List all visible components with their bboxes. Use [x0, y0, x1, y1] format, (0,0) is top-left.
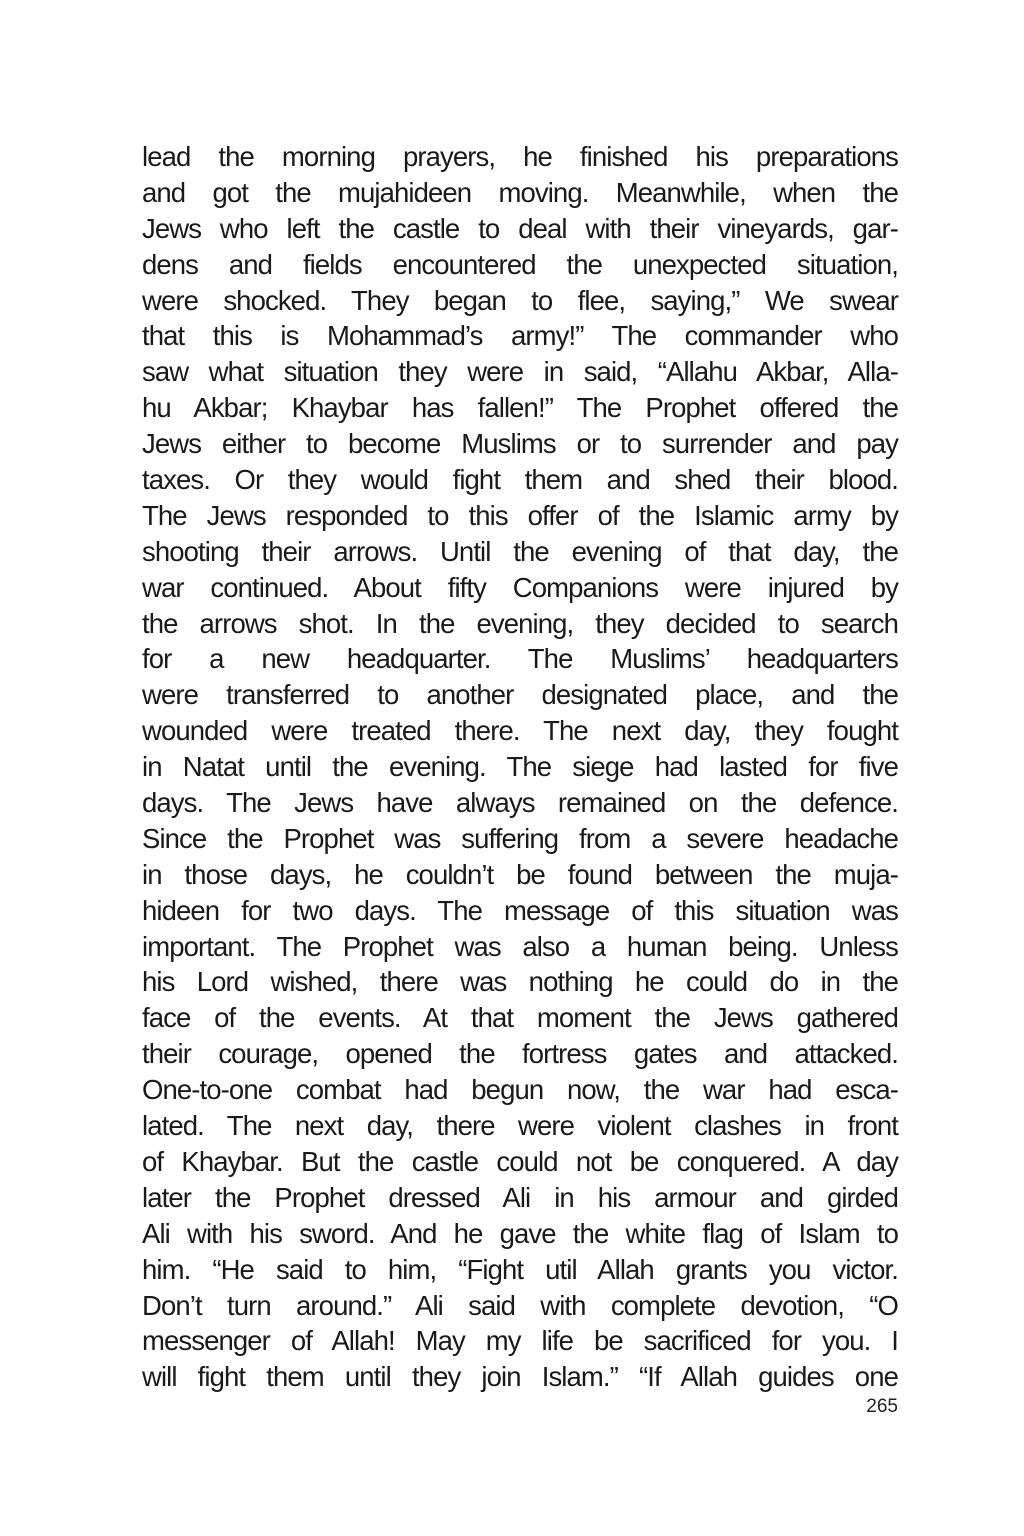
- text-line: will fight them until they join Islam.” “If Allah guides one: [142, 1361, 898, 1393]
- text-line: shooting their arrows. Until the evening of that day, the: [142, 535, 898, 567]
- text-line: lated. The next day, there were violent clashes in front: [142, 1110, 898, 1142]
- text-line: taxes. Or they would fight them and shed their blood.: [142, 464, 898, 496]
- text-line: The Jews responded to this offer of the Islamic army by: [142, 499, 898, 531]
- text-line: that this is Mohammad’s army!” The commander who: [142, 320, 898, 352]
- text-line: Jews either to become Muslims or to surrender and pay: [142, 428, 898, 460]
- text-line: were transferred to another designated place, and the: [142, 679, 898, 711]
- text-line: the arrows shot. In the evening, they decided to search: [142, 607, 898, 639]
- text-line: Since the Prophet was suffering from a severe headache: [142, 822, 898, 854]
- text-line: important. The Prophet was also a human being. Unless: [142, 930, 898, 962]
- text-line: Jews who left the castle to deal with their vineyards, gar-: [142, 212, 898, 244]
- text-line: for a new headquarter. The Muslims’ headquarters: [142, 643, 898, 675]
- text-line: face of the events. At that moment the Jews gathered: [142, 1002, 898, 1034]
- text-line: lead the morning prayers, he finished his preparations: [142, 141, 898, 172]
- text-line: and got the mujahideen moving. Meanwhile, when the: [142, 176, 898, 208]
- body-text: [142, 139, 898, 1395]
- text-line: saw what situation they were in said, “Allahu Akbar, Alla-: [142, 356, 898, 388]
- page-number: 265: [866, 1396, 898, 1417]
- text-line: Don’t turn around.” Ali said with complete devotion, “O: [142, 1289, 898, 1321]
- text-line: in Natat until the evening. The siege had lasted for five: [142, 751, 898, 783]
- text-line: their courage, opened the fortress gates and attacked.: [142, 1038, 898, 1070]
- text-line: his Lord wished, there was nothing he could do in the: [142, 966, 898, 998]
- text-line: Ali with his sword. And he gave the white flag of Islam to: [142, 1217, 898, 1249]
- text-line: dens and fields encountered the unexpected situation,: [142, 248, 898, 280]
- text-line: messenger of Allah! May my life be sacrificed for you. I: [142, 1325, 898, 1357]
- text-line: One-to-one combat had begun now, the war had esca-: [142, 1074, 898, 1106]
- text-line: of Khaybar. But the castle could not be conquered. A day: [142, 1145, 898, 1177]
- text-line: later the Prophet dressed Ali in his armour and girded: [142, 1181, 898, 1213]
- text-line: hu Akbar; Khaybar has fallen!” The Prophet offered the: [142, 392, 898, 424]
- text-line: wounded were treated there. The next day, they fought: [142, 715, 898, 747]
- text-line: days. The Jews have always remained on the defence.: [142, 787, 898, 819]
- text-line: hideen for two days. The message of this situation was: [142, 894, 898, 926]
- text-line: war continued. About fifty Companions were injured by: [142, 571, 898, 603]
- text-line: were shocked. They began to flee, saying,” We swear: [142, 284, 898, 316]
- text-line: him. “He said to him, “Fight util Allah grants you victor.: [142, 1253, 898, 1285]
- text-line: in those days, he couldn’t be found between the muja-: [142, 858, 898, 890]
